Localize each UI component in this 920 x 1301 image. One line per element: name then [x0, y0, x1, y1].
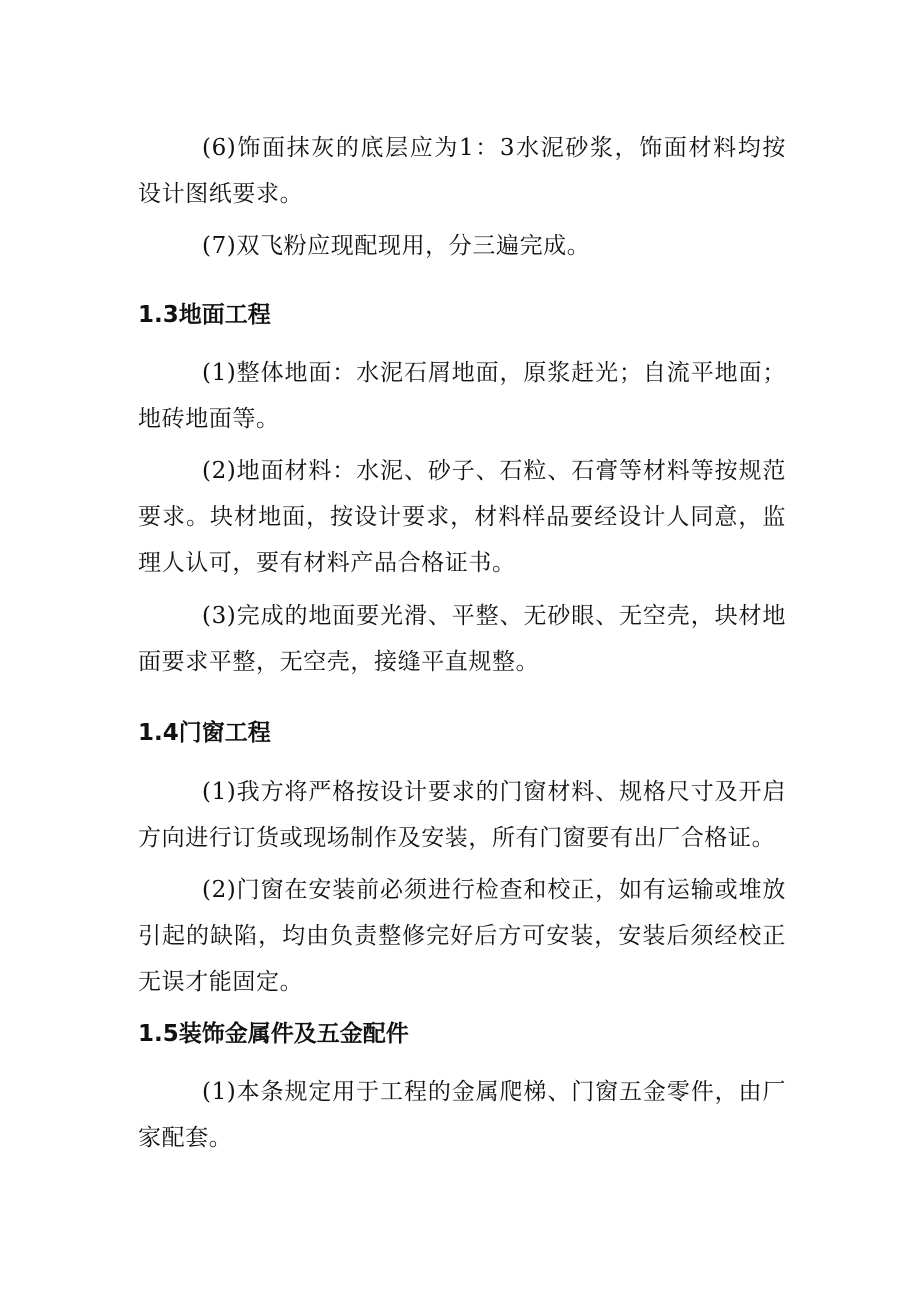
paragraph-7-putty: (7)双飞粉应现配现用，分三遍完成。 [202, 233, 591, 259]
paragraph-6-plaster-base: (6)饰面抹灰的底层应为1：3水泥砂浆，饰面材料均按设计图纸要求。 [138, 135, 786, 207]
paragraph-1-3-2: (2)地面材料：水泥、砂子、石粒、石膏等材料等按规范要求。块材地面，按设计要求，材料样品要经设计人同意，监理人认可，要有材料产品合格证书。 [138, 458, 786, 576]
section-heading-1-5: 1.5装饰金属件及五金配件 [138, 1021, 409, 1047]
paragraph-1-3-1: (1)整体地面：水泥石屑地面，原浆赶光；自流平地面；地砖地面等。 [138, 360, 786, 432]
section-heading-1-4: 1.4门窗工程 [138, 720, 271, 746]
paragraph-1-4-2: (2)门窗在安装前必须进行检查和校正，如有运输或堆放引起的缺陷，均由负责整修完好后方可安装，安装后须经校正无误才能固定。 [138, 877, 786, 995]
paragraph-1-4-1: (1)我方将严格按设计要求的门窗材料、规格尺寸及开启方向进行订货或现场制作及安装，所有门窗要有出厂合格证。 [138, 779, 786, 851]
paragraph-1-3-3: (3)完成的地面要光滑、平整、无砂眼、无空壳，块材地面要求平整，无空壳，接缝平直规整。 [138, 603, 786, 675]
paragraph-1-5-1: (1)本条规定用于工程的金属爬梯、门窗五金零件，由厂家配套。 [138, 1079, 786, 1151]
section-heading-1-3: 1.3地面工程 [138, 302, 271, 328]
